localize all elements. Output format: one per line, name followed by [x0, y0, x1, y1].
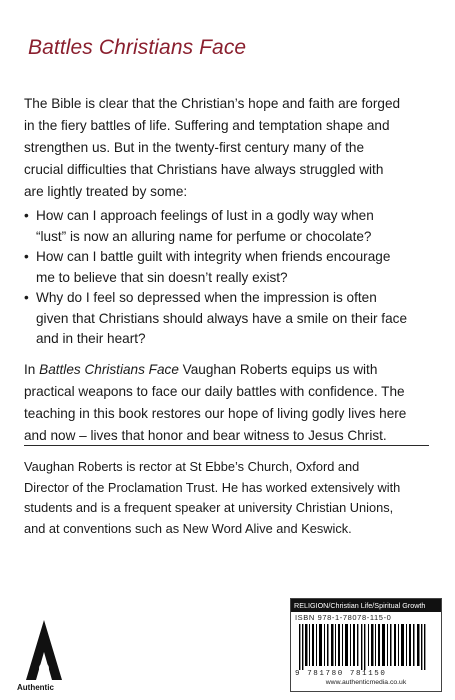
- isbn-label: ISBN 978-1-78078-115-0: [295, 613, 392, 622]
- summary-line: practical weapons to face our daily battles with confidence. The: [24, 384, 405, 399]
- category-label: RELIGION/Christian Life/Spiritual Growth: [291, 599, 441, 612]
- intro-line: crucial difficulties that Christians have always struggled with: [24, 162, 384, 177]
- question-line: and in their heart?: [36, 331, 146, 346]
- question-line: “lust” is now an alluring name for perfume or chocolate?: [36, 228, 372, 244]
- summary-book-title: Battles Christians Face: [39, 362, 179, 377]
- question-item: [24, 206, 444, 247]
- authentic-a-logo-icon: [22, 618, 66, 688]
- summary-lead: In: [24, 362, 40, 377]
- intro-paragraph: [24, 93, 436, 203]
- bio-line: students and is a frequent speaker at university Christian Unions,: [24, 500, 394, 515]
- author-bio: [24, 457, 444, 539]
- question-line: How can I battle guilt with integrity when friends encourage: [36, 249, 391, 264]
- divider: [24, 445, 429, 446]
- question-line: me to believe that sin doesn’t really exist?: [36, 269, 288, 285]
- summary-line: teaching in this book restores our hope of living godly lives here: [24, 406, 407, 421]
- summary-line: Vaughan Roberts equips us with: [178, 362, 378, 377]
- book-title: Battles Christians Face: [28, 36, 247, 59]
- intro-line: in the fiery battles of life. Suffering and temptation shape and: [24, 118, 390, 133]
- question-line: How can I approach feelings of lust in a godly way when: [36, 208, 374, 223]
- bio-line: and at conventions such as New Word Alive and Keswick.: [24, 520, 352, 536]
- intro-line: The Bible is clear that the Christian’s hope and faith are forged: [24, 96, 401, 111]
- bio-line: Director of the Proclamation Trust. He has worked extensively with: [24, 479, 401, 495]
- summary-line: and now – lives that honor and bear witness to Jesus Christ.: [24, 428, 387, 443]
- summary-paragraph: [24, 359, 436, 447]
- question-line: Why do I feel so depressed when the impression is often: [36, 290, 377, 305]
- publisher-name: Authentic: [17, 683, 54, 692]
- bio-line: Vaughan Roberts is rector at St Ebbe’s Church, Oxford and: [24, 459, 360, 474]
- intro-line: strengthen us. But in the twenty-first century many of the: [24, 140, 365, 155]
- publisher-url: www.authenticmedia.co.uk: [325, 679, 407, 686]
- intro-line: are lightly treated by some:: [24, 184, 188, 199]
- question-item: [24, 247, 444, 288]
- barcode-digits: 9 781780 781150: [295, 670, 387, 678]
- question-list: [24, 206, 444, 350]
- barcode-bars-icon: [297, 624, 435, 670]
- question-line: given that Christians should always have a smile on their face: [36, 310, 408, 326]
- question-item: [24, 288, 444, 350]
- barcode-panel: [290, 598, 442, 692]
